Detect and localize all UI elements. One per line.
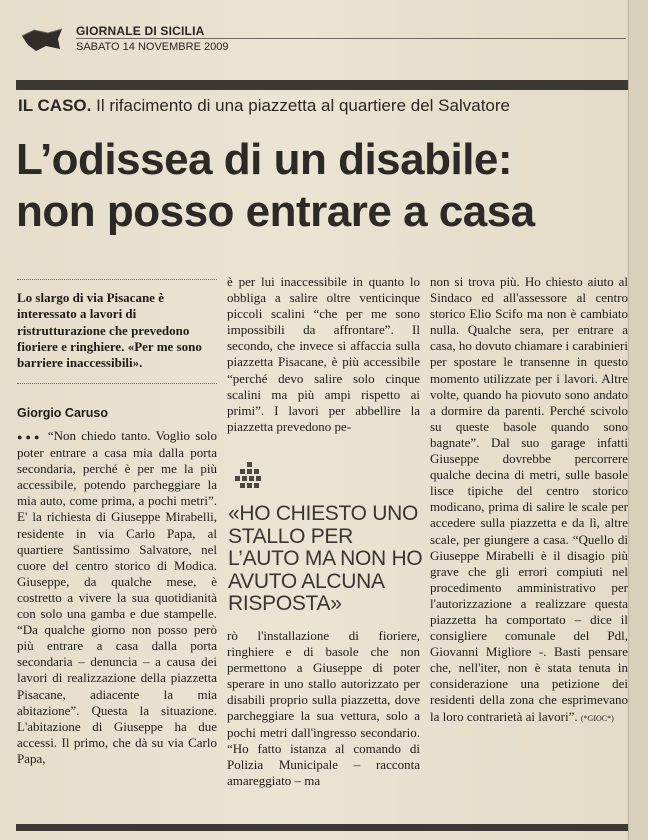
column-3-text: non si trova più. Ho chiesto aiuto al Sindaco ed all'assessore al centro storico Elio Scifo ma non è cambiato nulla. Qualche sera, per entrare a casa, ho dovuto chiamare i carabinieri per spostare le transenne in questo momento utilizzate per i lavori. Altre volte, quando ha piovuto sono andato a dormire da parenti. Perché scivolo su queste basole quando sono bagnate”. Dal suo garage infatti Giuseppe dovrebbe percorrere qualche decina di metri, sulle basole lisce tipiche del centro storico modicano, prima di salire le scale per accedere sulla piazzetta e da lì, altre scale, per giungere a casa. “Quello di Giuseppe Mirabelli è il disagio più grave che gli errori compiuti nel procedimento amministrativo per l'autorizzazione a realizzare questa piazzetta ha comportato – dice il consigliere comunale del Pdl, Giovanni Migliore -. Basti pensare che, nell'iter, non è stata tenuta in considerazione una petizione dei residenti della zona che esprimevano la loro contrarietà ai lavori”.	[430, 274, 628, 724]
column-1-text: “Non chiedo tanto. Voglio solo poter entrare a casa mia dalla porta secondaria, perché è per me la più accessibile, potendo parcheggiare la mia auto, come prima, a pochi metri”. E' la richiesta di Giuseppe Mirabelli, residente in via Carlo Papa, al quartiere Santissimo Salvatore, nel cuore del centro storico di Modica. Giuseppe, da qualche mese, è costretto a vivere la sua quotidianità con solo una gamba e due stampelle. “Da qualche giorno non posso però più entrare a casa dalla porta secondaria – denuncia – a causa dei lavori di realizzazione della piazzetta Pisacane, adiacente la mia abitazione”. Questa la situazione. L'abitazione di Giuseppe ha due accessi. Il primo, che dà su via Carlo Papa,	[17, 428, 217, 766]
masthead-rule	[76, 38, 626, 39]
headline	[16, 134, 628, 238]
adjacent-page-edge	[628, 0, 648, 840]
article-column-3	[430, 274, 628, 727]
publication-name: GIORNALE DI SICILIA	[76, 24, 205, 38]
kicker	[18, 96, 628, 116]
lead-divider-bottom	[17, 383, 217, 384]
headline-line-2: non posso entrare a casa	[16, 187, 535, 236]
pull-quote: «HO CHIESTO UNO STALLO PER L’AUTO MA NON HO AVUTO ALCUNA RISPOSTA»	[228, 502, 423, 615]
paragraph-marker-icon: ●●●	[17, 432, 43, 442]
bottom-rule	[16, 824, 628, 831]
quote-dots-icon	[233, 460, 267, 494]
kicker-label: IL CASO.	[18, 96, 92, 115]
kicker-text: Il rifacimento di una piazzetta al quartiere del Salvatore	[96, 96, 511, 115]
lead-divider	[17, 279, 217, 280]
headline-line-1: L’odissea di un disabile:	[16, 135, 513, 184]
author-signature: (*GIOC*)	[580, 713, 614, 723]
lead-paragraph: Lo slargo di via Pisacane è interessato a lavori di ristrutturazione che prevedono fioriere e ringhiere. «Per me sono barriere inaccessibili».	[17, 290, 202, 371]
byline: Giorgio Caruso	[17, 406, 108, 420]
sicily-logo-icon	[20, 27, 64, 53]
article-column-2-bottom: rò l'installazione di fioriere, ringhiere e di basole che non permettono a Giuseppe di poter sperare in uno stallo autorizzato per disabili proprio sulla piazzetta, dove parcheggiare la sua vettura, solo a pochi metri dall'ingresso secondario. “Ho fatto istanza al comando di Polizia Municipale – racconta amareggiato – ma	[227, 628, 420, 788]
article-column-1	[17, 428, 217, 767]
top-rule	[16, 80, 628, 90]
article-column-2-top: è per lui inaccessibile in quanto lo obbliga a salire oltre venticinque piccoli scalini “che per me sono impossibili da affrontare”. Il secondo, che invece si affaccia sulla piazzetta Pisacane, è più accessibile “perché devo salire solo cinque scalini ma più ampi rispetto ai primi”. I lavori per abbellire la piazzetta prevedono pe-	[227, 274, 420, 434]
issue-date: SABATO 14 NOVEMBRE 2009	[76, 41, 229, 53]
